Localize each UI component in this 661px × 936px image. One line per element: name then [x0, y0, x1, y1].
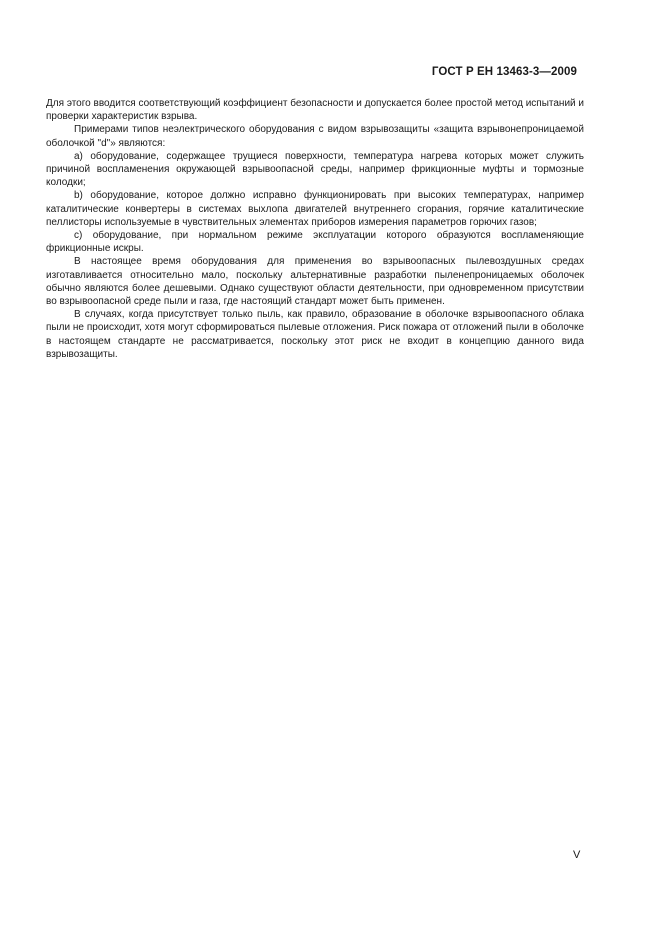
list-item-c: с) оборудование, при нормальном режиме эксплуатации которого образуются воспламеняющие фрикционные искры. — [46, 230, 584, 255]
paragraph-dust-equipment: В настоящее время оборудования для применения во взрывоопасных пылевоздушных средах изготавливается относительно мало, поскольку альтернативные разработки пыленепроницаемых оболочек обычно являются более дешевыми. Однако существуют области деятельности, при одновременном присутствии во взрывоопасной среде пыли и газа, где настоящий стандарт может быть применен. — [46, 256, 584, 308]
list-item-a: а) оборудование, содержащее трущиеся поверхности, температура нагрева которых может служить причиной воспламенения окружающей взрывоопасной среды, например фрикционные муфты и тормозные колодки; — [46, 150, 584, 189]
paragraph-examples: Примерами типов неэлектрического оборудования с видом взрывозащиты «защита взрывонепроницаемой оболочкой "d"» являются: — [46, 124, 584, 149]
list-item-b: b) оборудование, которое должно исправно функционировать при высоких температурах, например каталитические конвертеры в системах выхлопа двигателей внутреннего сгорания, горячие каталитические пеллисторы используемые в чувствительных элементах приборов измерения параметров горючих газов; — [46, 190, 584, 228]
page-number: V — [573, 849, 581, 861]
document-body — [46, 97, 584, 361]
paragraph-intro: Для этого вводится соответствующий коэффициент безопасности и допускается более простой метод испытаний и проверки характеристик взрыва. — [46, 98, 584, 123]
paragraph-dust-only: В случаях, когда присутствует только пыль, как правило, образование в оболочке взрывоопасного облака пыли не происходит, хотя могут сформироваться пылевые отложения. Риск пожара от отложений пыли в оболочке в настоящем стандарте не рассматривается, поскольку этот риск не входит в концепцию данного вида взрывозащиты. — [46, 309, 584, 360]
document-header — [432, 66, 577, 78]
standard-code: ГОСТ Р ЕН 13463-3—2009 — [431, 66, 577, 78]
